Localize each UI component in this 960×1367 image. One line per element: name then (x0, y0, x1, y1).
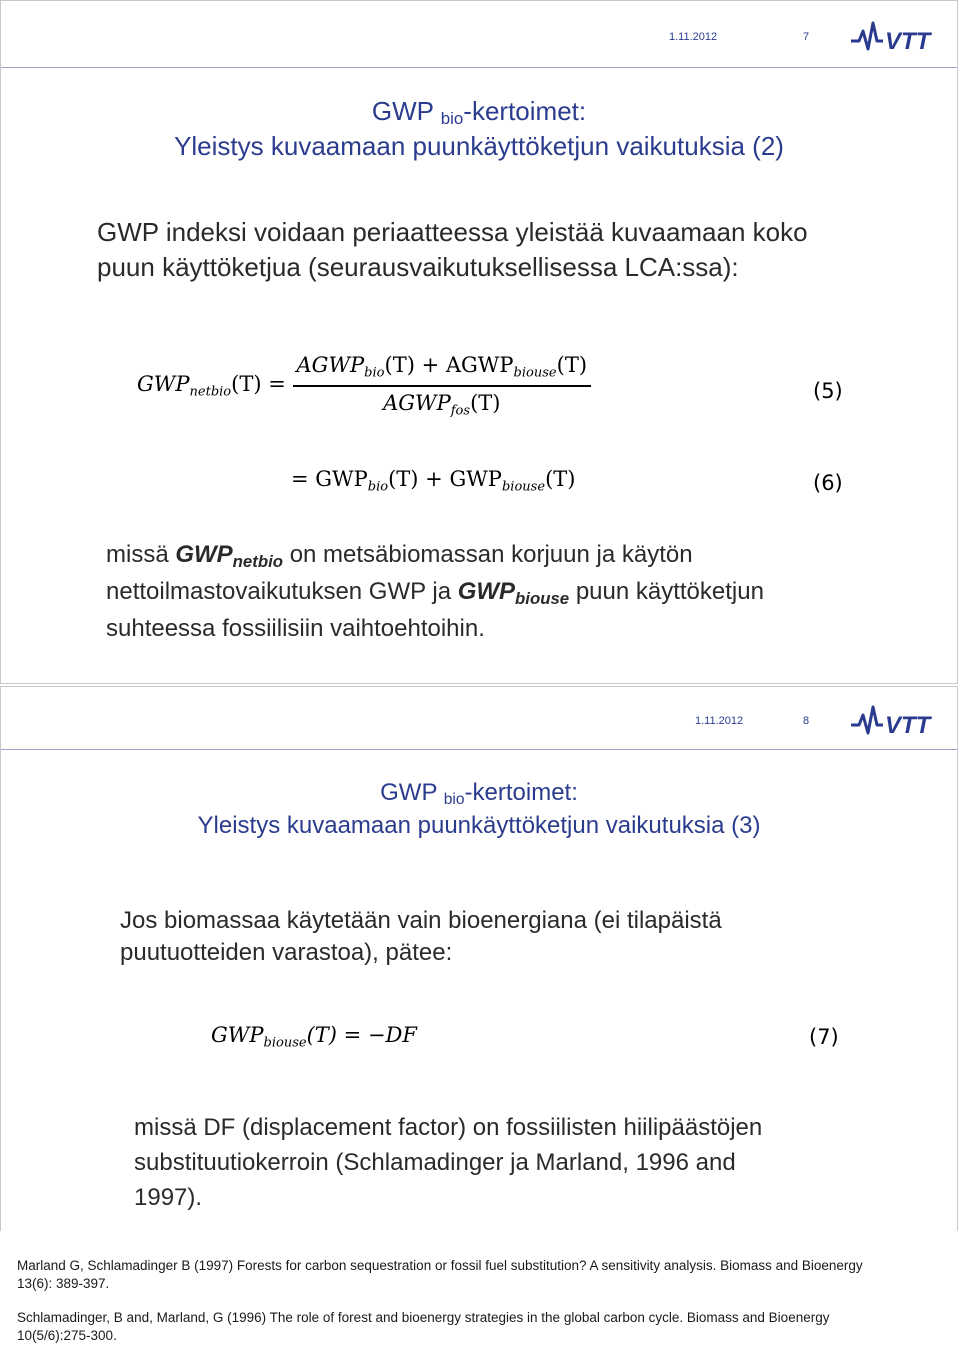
slide-date: 1.11.2012 (695, 715, 744, 727)
slide-8 (0, 686, 958, 1231)
svg-text:VTT: VTT (885, 28, 931, 55)
title-line-1: GWP $_{bio}$-kertoimet: (380, 779, 578, 808)
header-divider (1, 749, 957, 750)
slide-title (1, 95, 957, 164)
reference-1-line-1: Marland G, Schlamadinger B (1997) Forests for carbon sequestration or fossil fuel substitution? A sensitivity analysis. Biomass and Bioenergy (17, 1258, 863, 1273)
vtt-logo (849, 19, 941, 60)
explanation-text (134, 1111, 762, 1215)
vtt-logo-icon (849, 19, 941, 55)
equation-5-number: (5) (813, 379, 843, 403)
explanation-line-1: missä $GWP_{netbio}$ on metsäbiomassan korjuun ja käytön (106, 541, 693, 572)
slide-title (1, 777, 957, 841)
equation-7: $GWP_{biouse}(T) = -DF$ (211, 1023, 417, 1051)
equation-5-fraction: $\frac{AGWP_{bio}(T) + AGWP_{biouse}(T)}{AGWP_{fos}(T)}$ (293, 353, 592, 418)
intro-text (97, 215, 808, 284)
intro-line-1: Jos biomassaa käytetään vain bioenergiana (ei tilapäistä (120, 907, 722, 934)
title-line-2: Yleistys kuvaamaan puunkäyttöketjun vaikutuksia (3) (197, 812, 761, 840)
equation-6: = $GWP_{bio}(T) + GWP_{biouse}(T)$ (291, 467, 576, 495)
explanation-line-1: missä DF (displacement factor) on fossiilisten hiilipäästöjen (134, 1114, 763, 1141)
reference-2 (17, 1309, 947, 1345)
explanation-line-3: suhteessa fossiilisiin vaihtoehtoihin. (106, 615, 485, 643)
header-divider (1, 67, 957, 68)
title-line-2: Yleistys kuvaamaan puunkäyttöketjun vaikutuksia (2) (174, 131, 784, 162)
reference-1-line-2: 13(6): 389-397. (17, 1276, 110, 1292)
intro-line-2: puun käyttöketjua (seurausvaikutuksellisessa LCA:ssa): (97, 251, 739, 282)
slide-7 (0, 0, 958, 684)
explanation-line-2: nettoilmastovaikutuksen GWP ja $GWP_{biouse}$ puun käyttöketjun (106, 578, 764, 609)
intro-line-1: GWP indeksi voidaan periaatteessa yleistää kuvaamaan koko (97, 217, 808, 247)
equation-5: $GWP_{netbio}(T)$ = $\frac{AGWP_{bio}(T) + AGWP_{biouse}(T)}{AGWP_{fos}(T)}$ (137, 353, 591, 418)
reference-1 (17, 1257, 947, 1293)
vtt-logo (849, 703, 941, 744)
slide-date: 1.11.2012 (669, 31, 718, 43)
slide-number: 8 (803, 715, 810, 727)
slide-number: 7 (803, 31, 810, 43)
explanation-text (106, 537, 764, 647)
equation-6-number: (6) (813, 471, 843, 495)
reference-2-line-2: 10(5/6):275-300. (17, 1328, 117, 1344)
reference-2-line-1: Schlamadinger, B and, Marland, G (1996) The role of forest and bioenergy strategies in the global carbon cycle. Biomass and Bioenergy (17, 1310, 830, 1325)
intro-line-2: puutuotteiden varastoa), pätee: (120, 938, 453, 966)
intro-text (120, 905, 722, 969)
svg-text:VTT: VTT (885, 712, 931, 739)
title-line-1: GWP $_{bio}$-kertoimet: (371, 96, 587, 129)
equation-7-number: (7) (809, 1025, 839, 1049)
explanation-line-2: substituutiokerroin (Schlamadinger ja Marland, 1996 and (134, 1148, 736, 1176)
explanation-line-3: 1997). (134, 1183, 203, 1211)
vtt-logo-icon (849, 703, 941, 739)
